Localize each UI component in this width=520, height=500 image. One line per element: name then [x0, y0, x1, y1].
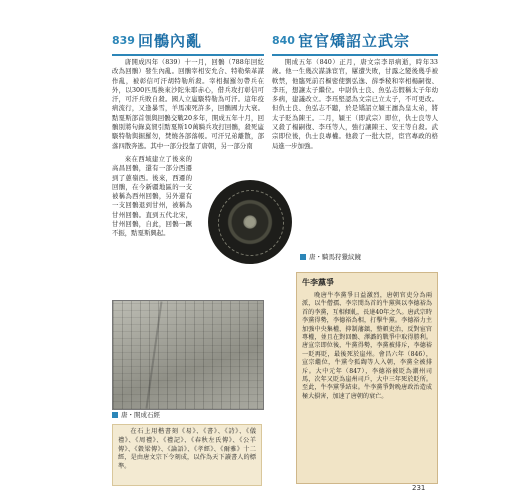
sidebar-title: 牛李黨爭: [302, 278, 334, 287]
stone-inscription-photo: [112, 300, 264, 410]
mirror-knob: [245, 217, 255, 227]
section-heading: [272, 30, 438, 56]
section-body-wrap: [112, 155, 192, 239]
section-right: [272, 30, 438, 150]
body-paragraph: 來在西域建立了後來的高昌回鶻，還有一部分西遷到了蔥嶺西。後來，西遷的回鶻，在今新疆地區的一支被稱為西州回鶻，另外還有一支回鶻退到甘州，被稱為甘州回鶻。直到五代北宋，甘州回鶻，自此，回鶻一蹶不振，黠戛斯興起。: [112, 155, 192, 238]
body-paragraph: 唐開成四年（839）十一月，回鶻（788年回紇改為回鶻）發生內亂。回鶻宰相安允合、特勒柴革謀作亂，被彰信可汗胡特勒所殺。宰相掘羅勿帶兵在外，以300匹馬換來沙陀朱耶赤心，借兵攻打彰信可汗，可汗兵敗自殺。國人立廅馺特勒為可汗。這年疫病流行，又逢暴雪，羊馬凍死許多，回鶻國力大衰。黠戛斯部首領與回鶻交戰20多年，開成五年十月，回鶻別將句錄莫賀引黠戛斯10萬騎兵攻打回鶻，殺死廅馺特勒與掘羅勿，焚燒各部落帳。可汗兄弟離散，部落四散奔逃。其中一部分投靠了唐朝，另一部分南: [112, 58, 264, 150]
section-left: [112, 30, 264, 238]
sidebar-paragraph: 晚唐牛李黨爭日益激烈，唐朝官吏分為兩派，以牛僧孺、李宗閔為首的牛黨與以李德裕為首的李黨，互相傾軋，長達40年之久。唐武宗時李黨得勢，李德裕為相，打擊牛黨。李德裕力主加強中央集權，抑制藩鎮，整頓吏治，反對宦官專權，並且在對回鶻、澤潞的戰爭中取得勝利。唐宣宗即位後，牛黨得勢，李黨被排斥，李德裕一貶再貶，最後死於崖州。會昌六年（846），宣宗繼位，牛黨令狐綯等人入朝，李黨全被排斥。大中元年（847），李德裕被貶為潮州司馬，次年又貶為崖州司戶，大中三年死於貶所。至此，牛李黨爭結束。牛李黨爭對晚唐政治造成極大損害，加速了唐朝的衰亡。: [302, 292, 432, 400]
stone-crack: [145, 301, 162, 408]
section-number: 839: [112, 34, 135, 47]
bronze-mirror-photo: [208, 180, 292, 264]
sidebar-box: [296, 272, 438, 484]
section-body: [272, 58, 438, 151]
mirror-caption-text: 唐・騎馬狩獵紋鏡: [309, 253, 361, 261]
section-body: [112, 58, 264, 151]
page-number: 231: [412, 484, 426, 492]
caption-marker-icon: [300, 254, 306, 260]
stone-caption-text: 唐・開成石經: [121, 411, 160, 419]
section-title: 回鶻內亂: [138, 32, 203, 50]
photo-note-box: [112, 424, 262, 486]
section-heading: [112, 30, 264, 56]
section-title: 宦官矯詔立武宗: [298, 32, 411, 50]
mirror-caption: [300, 252, 361, 261]
caption-marker-icon: [112, 412, 118, 418]
section-number: 840: [272, 34, 295, 47]
note-paragraph: 在石上用楷書刻《易》、《書》、《詩》、《儀禮》、《周禮》、《禮記》、《春秋左氏傳》、《公羊傳》、《穀梁傳》、《論語》、《孝經》、《爾雅》十二經，是由唐文宗下令刻成，以作為天下讀書人的標準。: [118, 428, 256, 471]
stone-caption: [112, 410, 262, 422]
body-paragraph: 開成五年（840）正月，唐文宗李昂病逝，時年33歲。他一生幾次謀誅宦官，屢遭失敗，甘露之變後幾乎被軟禁，他臨死前召樞密使劉弘逸、薛季稜和宰相楊嗣復、李珏，想讓太子繼位。中尉仇士良、魚弘志假稱太子年幼多病，建議改立。李珏堅認為文宗已立太子，不可更改。但仇士良、魚弘志不聽，於是矯詔立穎王瀍為皇太弟，將太子貶為陳王。二月，穎王（即武宗）即位，仇士良等人又殺了楊嗣復、李珏等人，強行讓陳王、安王等自殺。武宗即位後，仇士良專權。他殺了一批大臣，宦官專政的格局進一步加強。: [272, 58, 438, 150]
